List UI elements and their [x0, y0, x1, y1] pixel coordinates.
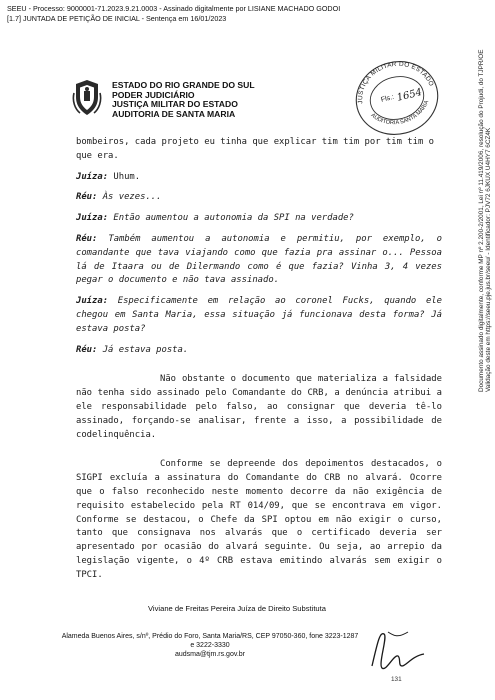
transcript-line — [76, 191, 442, 205]
transcript-line — [76, 233, 442, 288]
digital-signature-line-1: Documento assinado digitalmente, conforme MP nº 2.200-2/2001, Lei nº 11.419/2006, resolução do Projudi, do TJPR/OE — [478, 49, 485, 392]
transcript-speaker: Juíza: — [76, 171, 109, 182]
decision-paragraph: Não obstante o documento que materializa a falsidade não tenha sido assinado pelo Comandante do CRB, a denúncia atribui a ele responsabilidade pelo falso, ao consignar que deveria tê-lo assinado, forçando-se analisar, frente a isso, a possibilidade de codelinquência. — [76, 374, 442, 440]
decision-paragraph: Conforme se depreende dos depoimentos destacados, o SIGPI excluía a assinatura do Comandante do CRB no alvará. Ocorre que o falso reconhecido neste momento decorre da não exigência de requisito estabelecido pela RT 014/09, que se encontrava em vigor. Conforme se destacou, o Chefe da SPI optou em não exigir o curso, tanto que consignava nos alvarás que o certificado deveria ser apresentado por ocasião do alvará seguinte. Ou seja, ao arrepio da legislação vigente, o 4º CRB estava emitindo alvarás sem exigir o TPCI. — [76, 459, 442, 580]
handwritten-rubric — [368, 626, 428, 676]
transcript-line — [76, 136, 442, 164]
page-number: 131 — [391, 676, 402, 683]
court-seal-stamp — [352, 54, 442, 136]
process-header-line-2: [1.7] JUNTADA DE PETIÇÃO DE INICIAL - Sentença em 16/01/2023 — [7, 13, 227, 23]
letterhead-line: PODER JUDICIÁRIO — [112, 89, 195, 100]
process-header-line-1: SEEU - Processo: 9000001-71.2023.9.21.0003 - Assinado digitalmente por LISIANE MACHADO GODOI — [7, 4, 341, 13]
judge-signature-line: Viviane de Freitas Pereira Juíza de Direito Substituta — [148, 604, 326, 613]
letterhead-line: ESTADO DO RIO GRANDE DO SUL — [112, 80, 255, 90]
footer-address: Alameda Buenos Aires, s/nº, Prédio do Foro, Santa Maria/RS, CEP 97050-360, fone 3223-1287 e 3222-3330 — [61, 633, 359, 649]
transcript-line — [76, 171, 442, 185]
digital-signature-stamp — [478, 49, 492, 392]
letterhead-line: AUDITORIA DE SANTA MARIA — [112, 108, 236, 119]
transcript-line — [76, 344, 442, 358]
transcript-text: Às vezes... — [102, 192, 162, 203]
letterhead — [72, 79, 255, 119]
seal-ring-top-text: JUSTIÇA MILITAR DO ESTADO — [357, 60, 435, 105]
seal-fls-label: Fls.: — [380, 93, 395, 104]
transcript-text: Uhum. — [113, 171, 141, 182]
transcript-text: bombeiros, cada projeto eu tinha que explicar tim tim por tim tim o que era. — [76, 137, 434, 161]
transcript-text: Então aumentou a autonomia da SPI na verdade? — [113, 213, 354, 224]
transcript-line — [76, 212, 442, 226]
transcript-text: Especificamente em relação ao coronel Fucks, quando ele chegou em Santa Maria, essa situação já funcionava desta forma? Já estava posta? — [76, 296, 442, 334]
letterhead-line: JUSTIÇA MILITAR DO ESTADO — [112, 99, 238, 110]
transcript-speaker: Réu: — [76, 344, 98, 355]
transcript-speaker: Réu: — [76, 233, 98, 244]
transcript-speaker: Juíza: — [76, 213, 109, 224]
process-header — [7, 4, 340, 23]
transcript-speaker: Juíza: — [76, 296, 109, 307]
transcript-line — [76, 295, 442, 336]
decision-text — [76, 136, 442, 583]
footer-email: audsma@tjm.rs.gov.br — [175, 651, 245, 658]
digital-signature-line-2: Validação deste em https://seeu.pje.jus.br/seeu/ - Identificador: PJV72 6JKUX U4HY7 6CZ4K — [485, 127, 492, 392]
transcript-text: Também aumentou a autonomia e permitiu, por exemplo, o comandante que tava viajando como que fazia pra assinar o... Pessoa lá de Itaara ou de Dilermando como é que fazia? Vinha 3, 4 vezes pegar o documento e não tava assinado. — [76, 233, 442, 286]
transcript-speaker: Réu: — [76, 192, 98, 203]
seal-ring-bottom-text: AUDITORIA SANTA MARIA — [369, 99, 431, 127]
state-coat-of-arms-icon — [72, 79, 102, 117]
page-footer — [60, 632, 360, 659]
transcript-text: Já estava posta. — [102, 344, 189, 355]
seal-fls-value: 1654 — [395, 86, 424, 104]
